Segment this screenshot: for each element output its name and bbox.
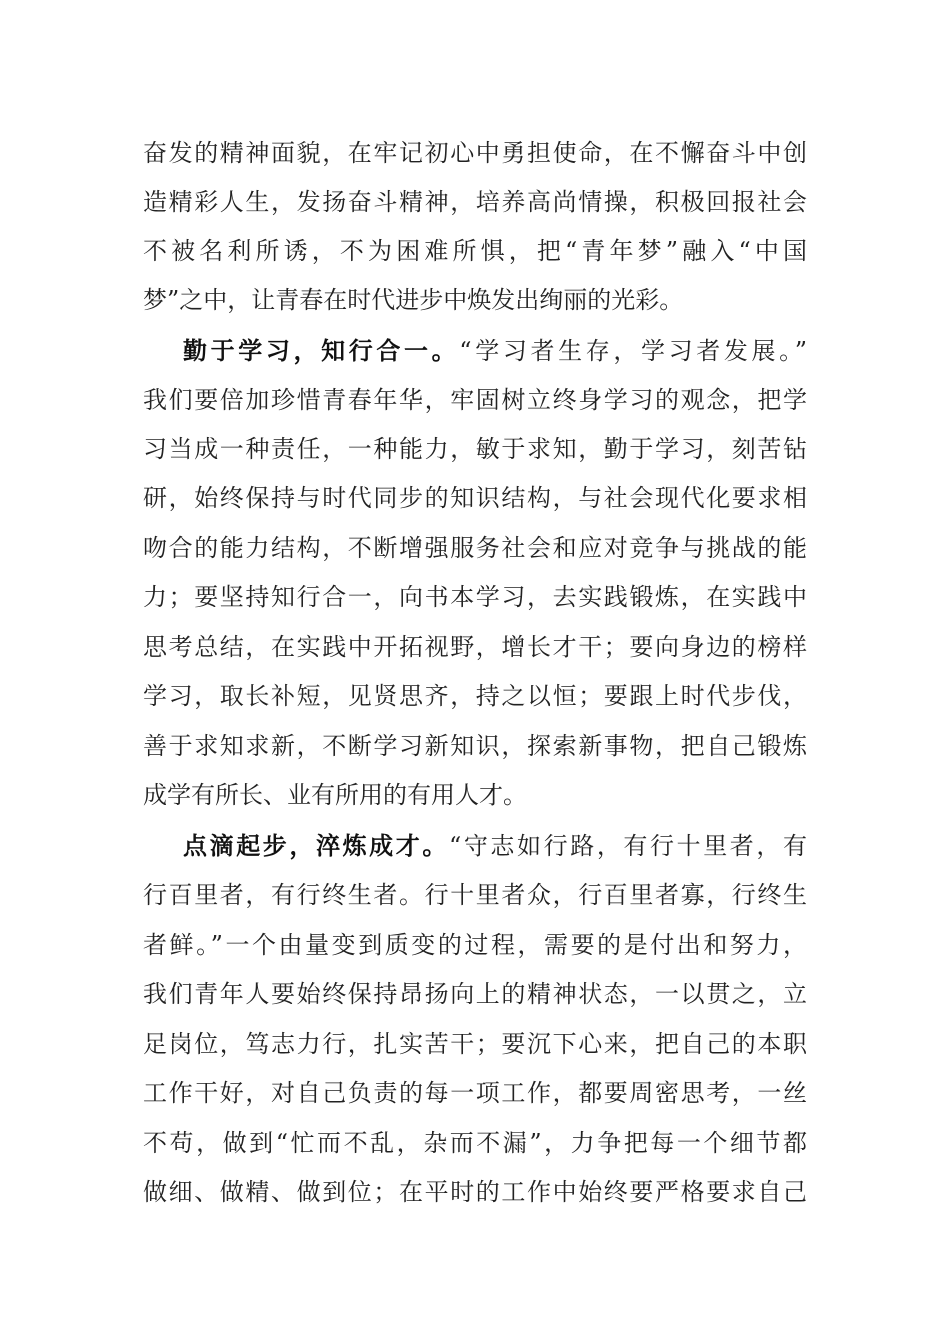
paragraph-1-line-2: 造精彩人生，发扬奋斗精神，培养高尚情操，积极回报社会 bbox=[143, 188, 807, 216]
paragraph-2-quote: “学习者生存，学习者发展。” bbox=[459, 337, 808, 365]
paragraph-3-line-8: 做细、做精、做到位；在平时的工作中始终要严格要求自己 bbox=[143, 1178, 807, 1206]
paragraph-3-quote: “守志如行路，有行十里者，有 bbox=[448, 832, 807, 860]
paragraph-2-heading: 勤于学习，知行合一。 bbox=[183, 336, 460, 365]
paragraph-2-line-5: 吻合的能力结构，不断增强服务社会和应对竞争与挑战的能 bbox=[143, 534, 807, 562]
paragraph-3-heading: 点滴起步，淬炼成才。 bbox=[183, 831, 449, 860]
paragraph-1-line-3: 不被名利所诱，不为困难所惧，把“青年梦”融入“中国 bbox=[143, 237, 807, 265]
paragraph-3-line-5: 足岗位，笃志力行，扎实苦干；要沉下心来，把自己的本职 bbox=[143, 1030, 807, 1058]
paragraph-2-line-10: 成学有所长、业有所用的有用人才。 bbox=[143, 781, 527, 809]
paragraph-3-line-2: 行百里者，有行终生者。行十里者众，行百里者寡，行终生 bbox=[143, 881, 807, 909]
paragraph-1-line-1: 奋发的精神面貌，在牢记初心中勇担使命，在不懈奋斗中创 bbox=[143, 139, 807, 167]
paragraph-2-line-6: 力；要坚持知行合一，向书本学习，去实践锻炼，在实践中 bbox=[143, 583, 807, 611]
paragraph-3-line-7: 不苟，做到“忙而不乱，杂而不漏”，力争把每一个细节都 bbox=[143, 1129, 807, 1157]
paragraph-3-line-4: 我们青年人要始终保持昂扬向上的精神状态，一以贯之，立 bbox=[143, 980, 807, 1008]
paragraph-2-line-9: 善于求知求新，不断学习新知识，探索新事物，把自己锻炼 bbox=[143, 732, 807, 760]
paragraph-3-line-6: 工作干好，对自己负责的每一项工作，都要周密思考，一丝 bbox=[143, 1079, 807, 1107]
paragraph-2-line-2: 我们要倍加珍惜青春年华，牢固树立终身学习的观念，把学 bbox=[143, 386, 807, 414]
paragraph-2-line-3: 习当成一种责任，一种能力，敏于求知，勤于学习，刻苦钻 bbox=[143, 435, 807, 463]
paragraph-2-line-8: 学习，取长补短，见贤思齐，持之以恒；要跟上时代步伐， bbox=[143, 682, 807, 710]
paragraph-1-line-4: 梦”之中，让青春在时代进步中焕发出绚丽的光彩。 bbox=[143, 286, 684, 314]
paragraph-3-first-line bbox=[183, 826, 807, 866]
paragraph-2-line-7: 思考总结，在实践中开拓视野，增长才干；要向身边的榜样 bbox=[143, 633, 807, 661]
paragraph-2-first-line bbox=[183, 331, 807, 371]
paragraph-2-line-4: 研，始终保持与时代同步的知识结构，与社会现代化要求相 bbox=[143, 484, 807, 512]
paragraph-3-line-3: 者鲜。”一个由量变到质变的过程，需要的是付出和努力， bbox=[143, 931, 807, 959]
